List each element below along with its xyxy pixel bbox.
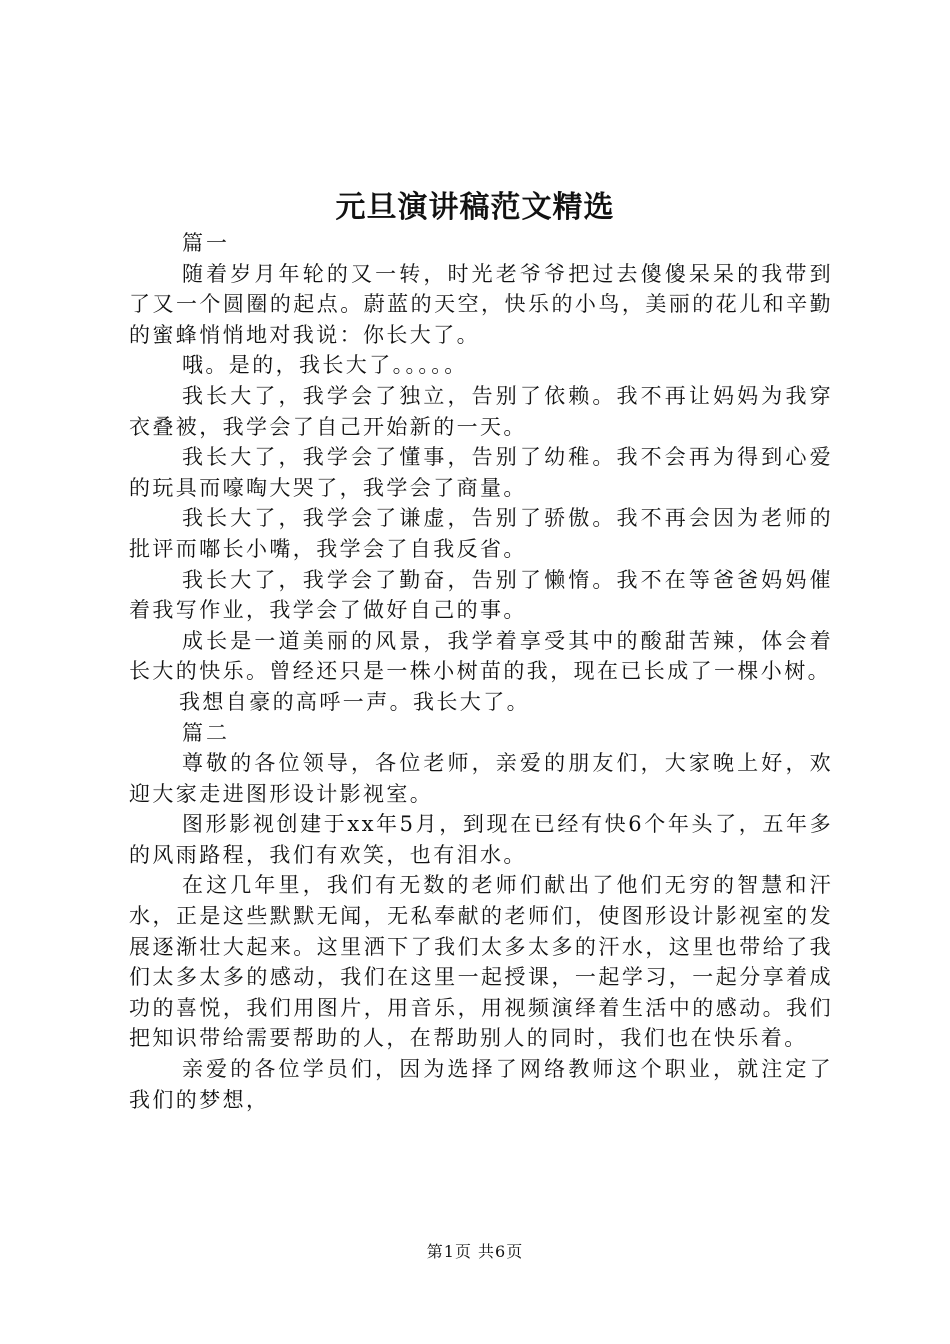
paragraph: 我长大了，我学会了谦虚，告别了骄傲。我不再会因为老师的批评而嘟长小嘴，我学会了自我反省。 <box>129 506 833 561</box>
paragraph: 我想自豪的高呼一声。我长大了。 <box>179 689 530 714</box>
section-heading: 篇一 <box>182 231 230 255</box>
paragraph: 尊敬的各位领导，各位老师，亲爱的朋友们，大家晚上好，欢迎大家走进图形设计影视室。 <box>129 751 833 806</box>
paragraph: 随着岁月年轮的又一转，时光老爷爷把过去傻傻呆呆的我带到了又一个圆圈的起点。蔚蓝的天空，快乐的小鸟，美丽的花儿和辛勤的蜜蜂悄悄地对我说：你长大了。 <box>129 261 833 347</box>
page-number-footer: 第1页 共6页 <box>426 1242 524 1261</box>
paragraph: 成长是一道美丽的风景，我学着享受其中的酸甜苦辣，体会着长大的快乐。曾经还只是一株小树苗的我，现在已长成了一棵小树。 <box>129 628 833 684</box>
section-heading: 篇二 <box>182 720 230 745</box>
document-body <box>129 228 833 1115</box>
paragraph: 哦。是的，我长大了。。。。。 <box>182 353 468 378</box>
document-title: 元旦演讲稿范文精选 <box>335 190 615 225</box>
paragraph: 图形影视创建于xx年5月，到现在已经有快6个年头了，五年多的风雨路程，我们有欢笑，也有泪水。 <box>129 812 833 867</box>
paragraph: 我长大了，我学会了懂事，告别了幼稚。我不会再为得到心爱的玩具而嚎啕大哭了，我学会了商量。 <box>129 445 833 500</box>
paragraph: 亲爱的各位学员们，因为选择了网络教师这个职业，就注定了我们的梦想， <box>129 1057 833 1112</box>
paragraph: 我长大了，我学会了独立，告别了依赖。我不再让妈妈为我穿衣叠被，我学会了自己开始新的一天。 <box>129 383 833 439</box>
paragraph: 在这几年里，我们有无数的老师们献出了他们无穷的智慧和汗水，正是这些默默无闻，无私奉献的老师们，使图形设计影视室的发展逐渐壮大起来。这里洒下了我们太多太多的汗水，这里也带给了我们太多太多的感动，我们在这里一起授课，一起学习，一起分享着成功的喜悦，我们用图片，用音乐，用视频演绎着生活中的感动。我们把知识带给需要帮助的人，在帮助别人的同时，我们也在快乐着。 <box>129 873 833 1051</box>
paragraph: 我长大了，我学会了勤奋，告别了懒惰。我不在等爸爸妈妈催着我写作业，我学会了做好自己的事。 <box>129 567 833 623</box>
